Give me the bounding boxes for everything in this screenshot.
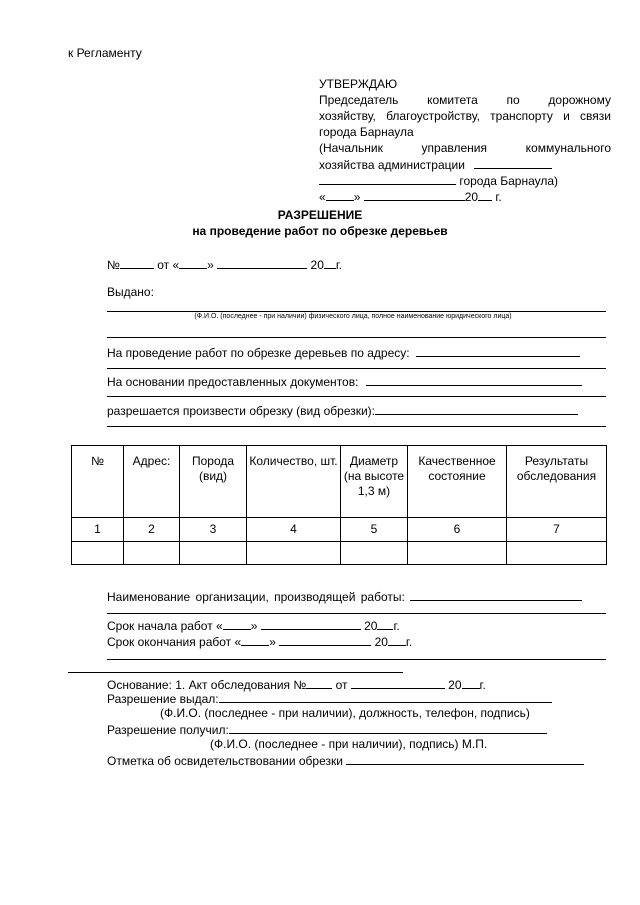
issued-label: Выдано:: [107, 285, 154, 299]
end-month-blank[interactable]: [279, 633, 371, 646]
table-row[interactable]: [72, 542, 607, 565]
end-year-blank[interactable]: [388, 633, 406, 646]
approval-day-blank[interactable]: [326, 188, 354, 201]
allowed-line-2[interactable]: [107, 426, 606, 427]
col-number-6: 6: [408, 518, 507, 542]
issued-by-blank[interactable]: [219, 690, 552, 703]
basis-line-2[interactable]: [107, 396, 606, 397]
footer-mark-row: Отметка об освидетельствовании обрезки: [107, 752, 584, 768]
approval-line-3: города Барнаула: [319, 125, 414, 139]
allowed-row: разрешается произвести обрезку (вид обрезки):: [107, 402, 578, 418]
approval-title: УТВЕРЖДАЮ: [319, 77, 398, 91]
org-line-2[interactable]: [107, 613, 606, 614]
approval-line-4: (Начальник управления коммунального: [319, 141, 611, 155]
issued-caption: (Ф.И.О. (последнее - при наличии) физического лица, полное наименование юридического лица): [194, 313, 512, 320]
document-subtitle: на проведение работ по обрезке деревьев: [192, 224, 448, 238]
end-day-blank[interactable]: [241, 633, 269, 646]
approval-line-2: хозяйству, благоустройству, транспорту и связи: [319, 109, 611, 123]
table-cell[interactable]: [341, 542, 408, 565]
received-caption: (Ф.И.О. (последнее - при наличии), подпись) М.П.: [210, 737, 488, 751]
header-condition: Качественное состояние: [408, 446, 507, 518]
footer-separator: [68, 672, 403, 673]
header-species: Порода (вид): [180, 446, 247, 518]
document-month-blank[interactable]: [217, 256, 307, 269]
col-number-3: 3: [180, 518, 247, 542]
table-cell[interactable]: [72, 542, 124, 565]
header-address: Адрес:: [124, 446, 180, 518]
trees-table: [71, 445, 607, 565]
table-number-row: [72, 518, 607, 542]
document-year-blank[interactable]: [324, 256, 336, 269]
approval-year-blank[interactable]: [478, 188, 492, 201]
document-number-blank[interactable]: [120, 256, 154, 269]
header-quantity: Количество, шт.: [247, 446, 341, 518]
table-cell[interactable]: [408, 542, 507, 565]
act-year-blank[interactable]: [462, 676, 480, 689]
start-month-blank[interactable]: [261, 617, 361, 630]
start-day-blank[interactable]: [223, 617, 251, 630]
mark-blank[interactable]: [346, 752, 584, 765]
header-results: Результаты обследования: [507, 446, 607, 518]
org-blank[interactable]: [410, 588, 582, 601]
table-cell[interactable]: [180, 542, 247, 565]
address-line-2[interactable]: [107, 368, 606, 369]
act-number-blank[interactable]: [306, 676, 332, 689]
document-day-blank[interactable]: [179, 256, 207, 269]
works-line[interactable]: [107, 659, 606, 660]
footer-received-row: Разрешение получил:: [107, 721, 547, 737]
footer-basis-row: Основание: 1. Акт обследования № от 20 г.: [107, 678, 486, 692]
col-number-5: 5: [341, 518, 408, 542]
issued-line-2[interactable]: [107, 337, 606, 338]
issued-line[interactable]: [107, 311, 606, 312]
basis-blank[interactable]: [366, 373, 582, 386]
approval-city-blank[interactable]: [319, 172, 456, 185]
col-number-7: 7: [507, 518, 607, 542]
act-date-blank[interactable]: [351, 676, 445, 689]
allowed-blank[interactable]: [375, 402, 578, 415]
address-row: На проведение работ по обрезке деревьев по адресу:: [107, 344, 580, 360]
approval-line-5-text: хозяйства администрации: [319, 158, 465, 172]
org-row: Наименование организации, производящей работы:: [107, 588, 582, 604]
approval-line-6-text: города Барнаула): [459, 174, 559, 188]
start-row: Срок начала работ « » 20 г.: [107, 619, 400, 633]
approval-month-blank[interactable]: [364, 188, 465, 201]
basis-row: На основании предоставленных документов:: [107, 373, 582, 389]
document-title: РАЗРЕШЕНИЕ: [277, 208, 363, 222]
appendix-label: к Регламенту: [68, 46, 142, 60]
col-number-4: 4: [247, 518, 341, 542]
approval-admin-blank[interactable]: [474, 156, 552, 169]
approval-line-1: Председатель комитета по дорожному: [319, 93, 611, 107]
table-cell[interactable]: [247, 542, 341, 565]
approval-line-5: [319, 156, 611, 173]
header-number: №: [72, 446, 124, 518]
issued-by-caption: (Ф.И.О. (последнее - при наличии), должность, телефон, подпись): [160, 706, 530, 720]
col-number-2: 2: [124, 518, 180, 542]
header-diameter: Диаметр (на высоте 1,3 м): [341, 446, 408, 518]
received-by-blank[interactable]: [229, 721, 547, 734]
table-cell[interactable]: [507, 542, 607, 565]
approval-date: « » 20 г.: [319, 190, 502, 204]
end-row: Срок окончания работ « » 20 г.: [107, 635, 413, 649]
footer-issued-row: Разрешение выдал:: [107, 690, 552, 706]
document-number-line: № от « » 20 г.: [107, 258, 343, 272]
approval-line-6: [319, 172, 611, 189]
address-blank[interactable]: [416, 344, 580, 357]
table-header-row: [72, 446, 607, 518]
start-year-blank[interactable]: [377, 617, 393, 630]
table-cell[interactable]: [124, 542, 180, 565]
col-number-1: 1: [72, 518, 124, 542]
